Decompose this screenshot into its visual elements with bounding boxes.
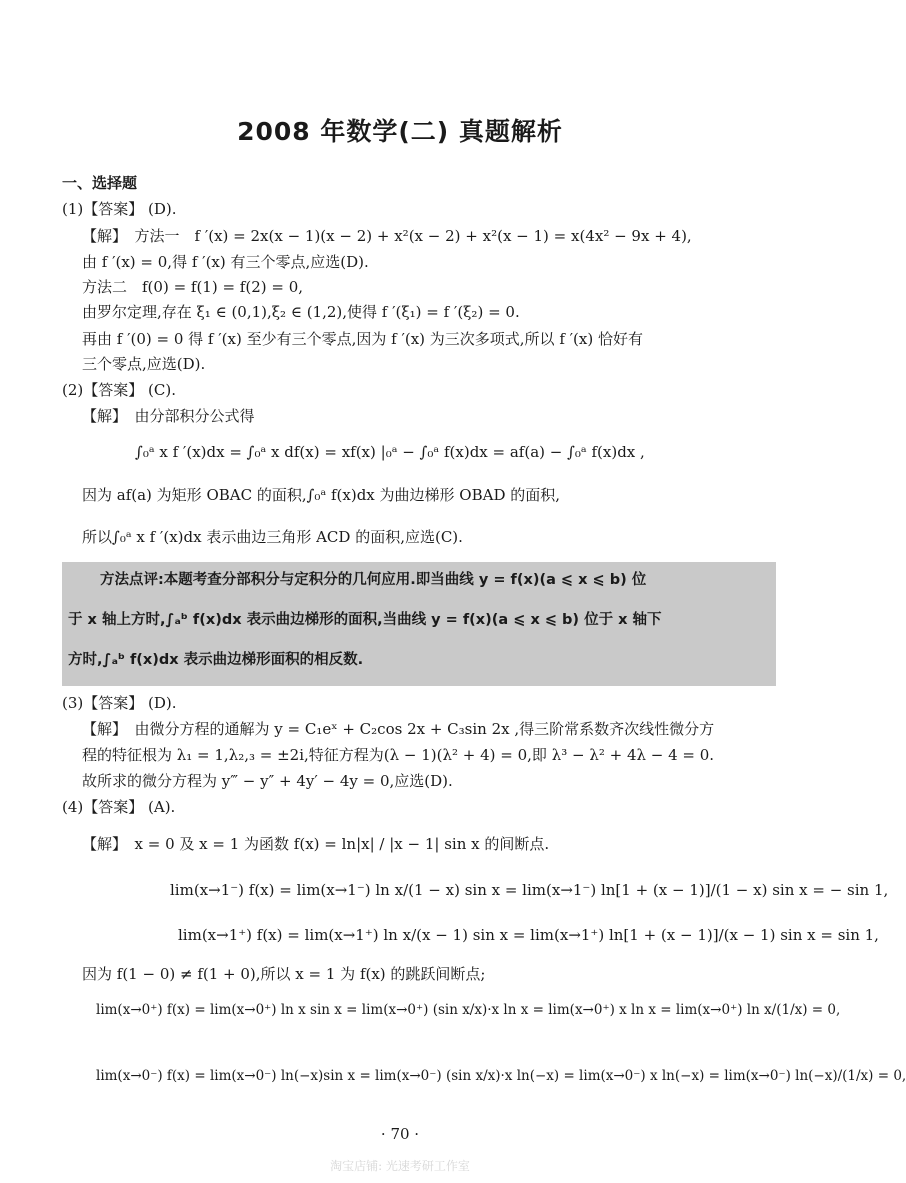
equation: ∫₀ᵃ x f ′(x)dx = ∫₀ᵃ x df(x) = xf(x) |₀ᵃ − ∫₀ᵃ f(x)dx = af(a) − ∫₀ᵃ f(x)dx , xyxy=(135,443,645,461)
method-comment-box xyxy=(62,562,776,686)
solution-1-method-1: 【解】 方法一 f ′(x) = 2x(x − 1)(x − 2) + x²(x − 2) + x²(x − 1) = x(4x² − 9x + 4), xyxy=(82,227,692,245)
watermark: 淘宝店铺: 光速考研工作室 xyxy=(330,1159,470,1173)
text-line: 由 f ′(x) = 0,得 f ′(x) 有三个零点,应选(D). xyxy=(82,253,369,271)
solution-4: 【解】 x = 0 及 x = 1 为函数 f(x) = ln|x| / |x − 1| sin x 的间断点. xyxy=(82,835,550,853)
equation: lim(x→1⁺) f(x) = lim(x→1⁺) ln x/(x − 1) sin x = lim(x→1⁺) ln[1 + (x − 1)]/(x − 1) sin x = sin 1, xyxy=(178,926,879,944)
equation: lim(x→1⁻) f(x) = lim(x→1⁻) ln x/(1 − x) sin x = lim(x→1⁻) ln[1 + (x − 1)]/(1 − x) sin x = − sin 1, xyxy=(170,881,889,899)
section-heading: 一、选择题 xyxy=(62,174,138,192)
answer-3: (3)【答案】 (D). xyxy=(62,694,177,712)
text-line: 程的特征根为 λ₁ = 1,λ₂,₃ = ±2i,特征方程为(λ − 1)(λ² + 4) = 0,即 λ³ − λ² + 4λ − 4 = 0. xyxy=(82,746,715,764)
page-number: · 70 · xyxy=(380,1125,420,1143)
text-line: 由罗尔定理,存在 ξ₁ ∈ (0,1),ξ₂ ∈ (1,2),使得 f ′(ξ₁) = f ′(ξ₂) = 0. xyxy=(82,303,520,321)
solution-3: 【解】 由微分方程的通解为 y = C₁eˣ + C₂cos 2x + C₃sin 2x ,得三阶常系数齐次线性微分方 xyxy=(82,720,715,738)
text-line: 因为 af(a) 为矩形 OBAC 的面积,∫₀ᵃ f(x)dx 为曲边梯形 OBAD 的面积, xyxy=(82,486,561,504)
comment-line: 方时,∫ₐᵇ f(x)dx 表示曲边梯形面积的相反数. xyxy=(68,652,364,668)
equation: lim(x→0⁻) f(x) = lim(x→0⁻) ln(−x)sin x = lim(x→0⁻) (sin x/x)·x ln(−x) = lim(x→0⁻) x ln(−x) = lim(x→0⁻) ln(−x)/(1/x) = 0, xyxy=(96,1068,906,1084)
comment-line: 方法点评:本题考查分部积分与定积分的几何应用.即当曲线 y = f(x)(a ⩽ x ⩽ b) 位 xyxy=(100,572,647,588)
comment-line: 于 x 轴上方时,∫ₐᵇ f(x)dx 表示曲边梯形的面积,当曲线 y = f(x)(a ⩽ x ⩽ b) 位于 x 轴下 xyxy=(68,612,662,628)
answer-2: (2)【答案】 (C). xyxy=(62,381,176,399)
solution-2: 【解】 由分部积分公式得 xyxy=(82,407,255,425)
text-line: 三个零点,应选(D). xyxy=(82,355,206,373)
equation: lim(x→0⁺) f(x) = lim(x→0⁺) ln x sin x = lim(x→0⁺) (sin x/x)·x ln x = lim(x→0⁺) x ln x = lim(x→0⁺) ln x/(1/x) = 0, xyxy=(96,1002,841,1018)
text-line: 故所求的微分方程为 y‴ − y″ + 4y′ − 4y = 0,应选(D). xyxy=(82,772,453,790)
answer-4: (4)【答案】 (A). xyxy=(62,798,176,816)
text-line: 再由 f ′(0) = 0 得 f ′(x) 至少有三个零点,因为 f ′(x) 为三次多项式,所以 f ′(x) 恰好有 xyxy=(82,330,643,348)
answer-1: (1)【答案】 (D). xyxy=(62,200,177,218)
page-title: 2008 年数学(二) 真题解析 xyxy=(237,117,563,146)
text-line: 所以∫₀ᵃ x f ′(x)dx 表示曲边三角形 ACD 的面积,应选(C). xyxy=(82,528,463,546)
solution-1-method-2: 方法二 f(0) = f(1) = f(2) = 0, xyxy=(82,278,304,296)
text-line: 因为 f(1 − 0) ≠ f(1 + 0),所以 x = 1 为 f(x) 的跳跃间断点; xyxy=(82,965,486,983)
